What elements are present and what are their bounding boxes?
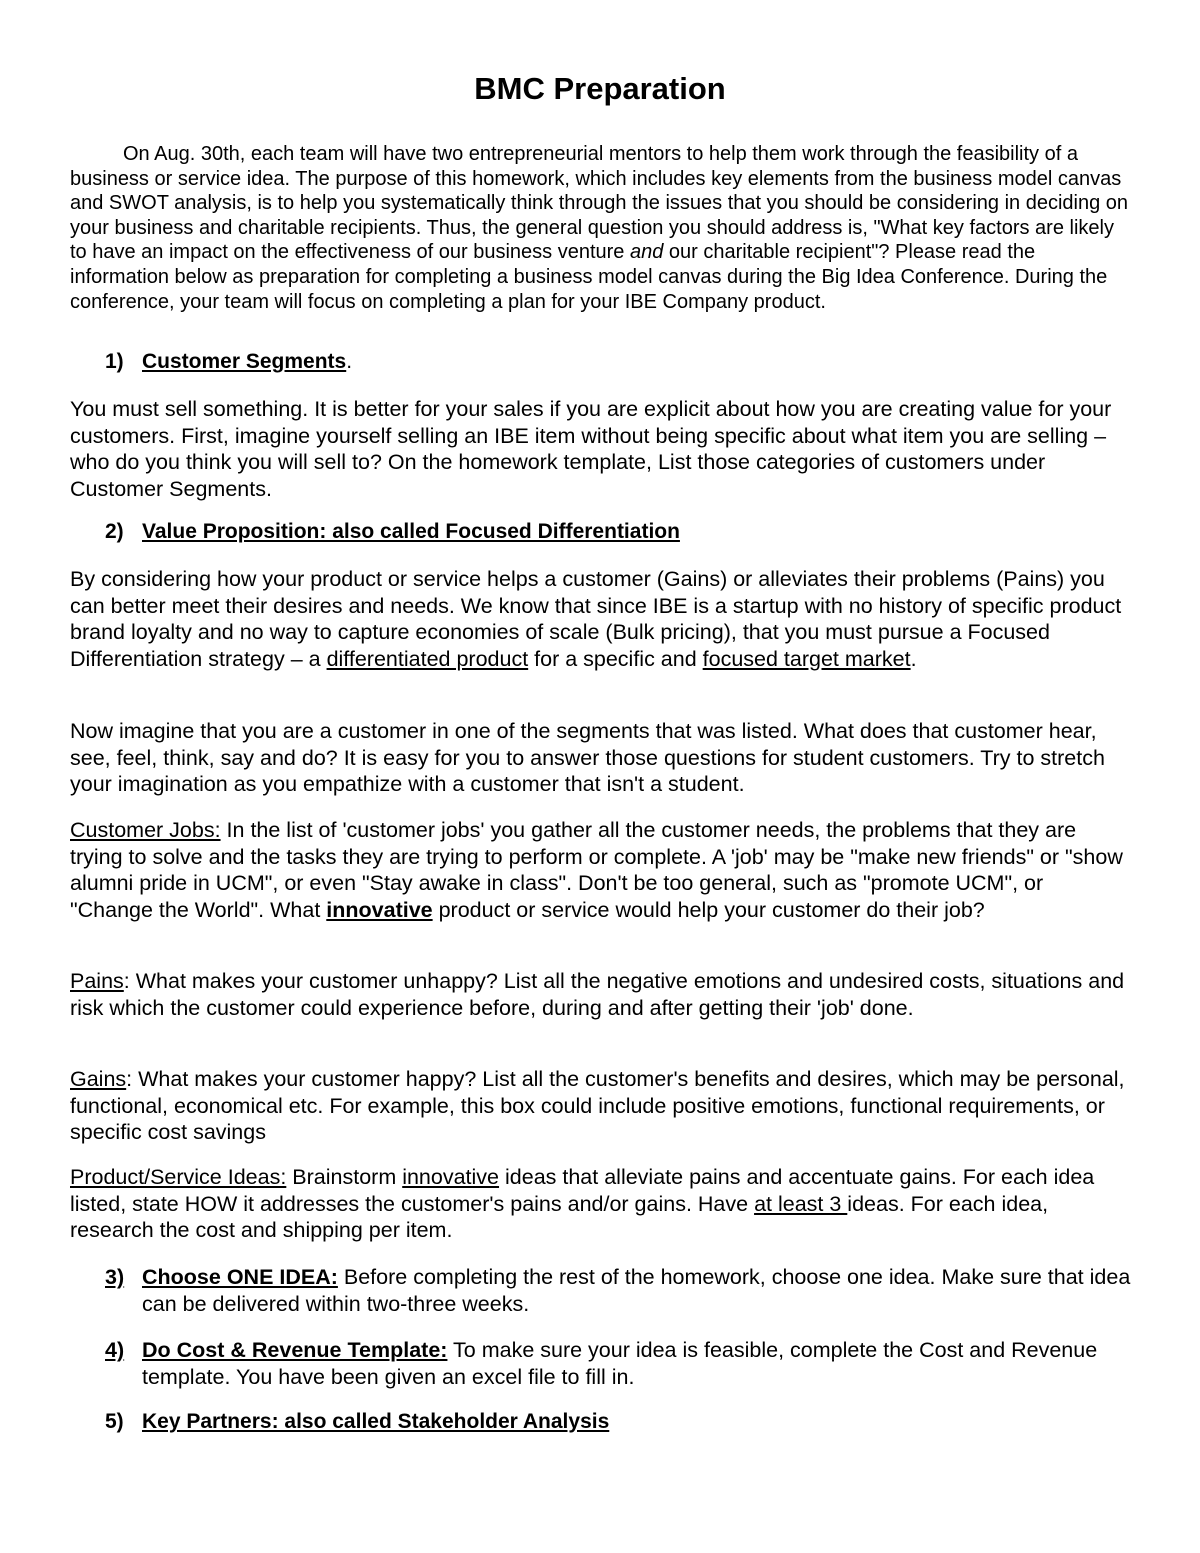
innovative-term: innovative	[326, 897, 433, 922]
text-run: By considering how your product or service helps a customer (Gains) or alleviates their problems (Pains) you can better meet their desires and needs. We know that since IBE is a startup with no history of specific product brand loyalty and no way to capture economies of scale (Bulk pricing), that you must pursue a Focused Differentiation strategy – a	[70, 567, 1122, 671]
section-number: 5)	[105, 1410, 124, 1433]
section-label: Value Proposition: also called Focused Differentiation	[142, 520, 680, 543]
at-least-three-term: at least 3	[754, 1191, 848, 1216]
page-title: BMC Preparation	[474, 71, 726, 106]
text-run: : What makes your customer unhappy? List all the negative emotions and undesired costs, situations and risk which the customer could experience before, during and after getting their 'job' done.	[70, 969, 1125, 1020]
intro-text-b: our charitable recipient"? Please read the information below as preparation for completing a business model canvas during the Big Idea Conference. During the conference, your team will focus on completing a plan for your IBE Company product.	[70, 241, 1108, 313]
gains-paragraph	[70, 1066, 1132, 1146]
section-heading-key-partners	[105, 1409, 609, 1435]
text-run: In the list of 'customer jobs' you gather all the customer needs, the problems that they are trying to solve and the tasks they are trying to perform or complete. A 'job' may be "make new friends" or "show alumni pride in UCM", or even "Stay awake in class". Don't be too general, such as "promote UCM", or "Change the World". What	[70, 818, 1123, 922]
customer-jobs-label: Customer Jobs:	[70, 818, 221, 842]
product-ideas-label: Product/Service Ideas:	[70, 1165, 287, 1189]
text-run: ideas. For each idea, research the cost and shipping per item.	[70, 1191, 1049, 1242]
product-ideas-paragraph	[70, 1164, 1132, 1244]
gains-label: Gains	[70, 1067, 127, 1091]
focused-target-market-term: focused target market	[702, 646, 911, 671]
differentiated-product-term: differentiated product	[326, 646, 529, 671]
section-number: 4)	[105, 1338, 125, 1362]
value-proposition-paragraph	[70, 566, 1132, 672]
section-heading-value-proposition	[105, 519, 680, 545]
text-run: for a specific and	[528, 646, 703, 671]
section-number: 3)	[105, 1265, 125, 1289]
section-number: 2)	[105, 520, 124, 543]
intro-emphasis: and	[629, 241, 664, 264]
intro-text-a: On Aug. 30th, each team will have two entrepreneurial mentors to help them work through the feasibility of a business or service idea. The purpose of this homework, which includes key elements from the business model canvas and SWOT analysis, is to help you systematically think through the issues that you should be considering in deciding on your business and charitable recipients. Thus, the general question you should address is, "What key factors are likely to have an impact on the effectiveness of our business venture	[70, 143, 1128, 264]
text-run: Brainstorm	[286, 1165, 403, 1189]
section-trail: .	[346, 350, 353, 373]
customer-jobs-paragraph	[70, 817, 1132, 923]
item-lead: Do Cost & Revenue Template:	[142, 1338, 448, 1362]
empathy-paragraph: Now imagine that you are a customer in one of the segments that was listed. What does that customer hear, see, feel, think, say and do? It is easy for you to answer those questions for student customers. Try to stretch your imagination as you empathize with a customer that isn't a student.	[70, 719, 1105, 796]
section-label: Key Partners: also called Stakeholder Analysis	[142, 1410, 610, 1433]
innovative-underlined-term: innovative	[402, 1165, 500, 1189]
section-label: Customer Segments	[142, 350, 347, 373]
text-run: product or service would help your customer do their job?	[432, 897, 985, 922]
intro-paragraph	[70, 142, 1130, 314]
text-run: .	[910, 646, 917, 671]
item-lead: Choose ONE IDEA:	[142, 1265, 338, 1289]
pains-label: Pains	[70, 969, 124, 993]
item-text: Before completing the rest of the homework, choose one idea. Make sure that idea can be delivered within two-three weeks.	[142, 1265, 1131, 1316]
text-run: : What makes your customer happy? List all the customer's benefits and desires, which may be personal, functional, economical etc. For example, this box could include positive emotions, functional requirements, or specific cost savings	[70, 1067, 1125, 1144]
section-heading-customer-segments	[105, 349, 352, 375]
pains-paragraph	[70, 968, 1132, 1021]
customer-segments-paragraph: You must sell something. It is better for your sales if you are explicit about how you are creating value for your customers. First, imagine yourself selling an IBE item without being specific about what item you are selling – who do you think you will sell to? On the homework template, List those categories of customers under Customer Segments.	[70, 397, 1112, 501]
item-text: To make sure your idea is feasible, complete the Cost and Revenue template. You have been given an excel file to fill in.	[142, 1338, 1098, 1389]
text-run: ideas that alleviate pains and accentuate gains. For each idea listed, state HOW it addresses the customer's pains and/or gains. Have	[70, 1165, 1095, 1216]
section-number: 1)	[105, 350, 124, 373]
cost-revenue-item	[105, 1337, 1135, 1390]
choose-one-idea-item	[105, 1264, 1135, 1317]
